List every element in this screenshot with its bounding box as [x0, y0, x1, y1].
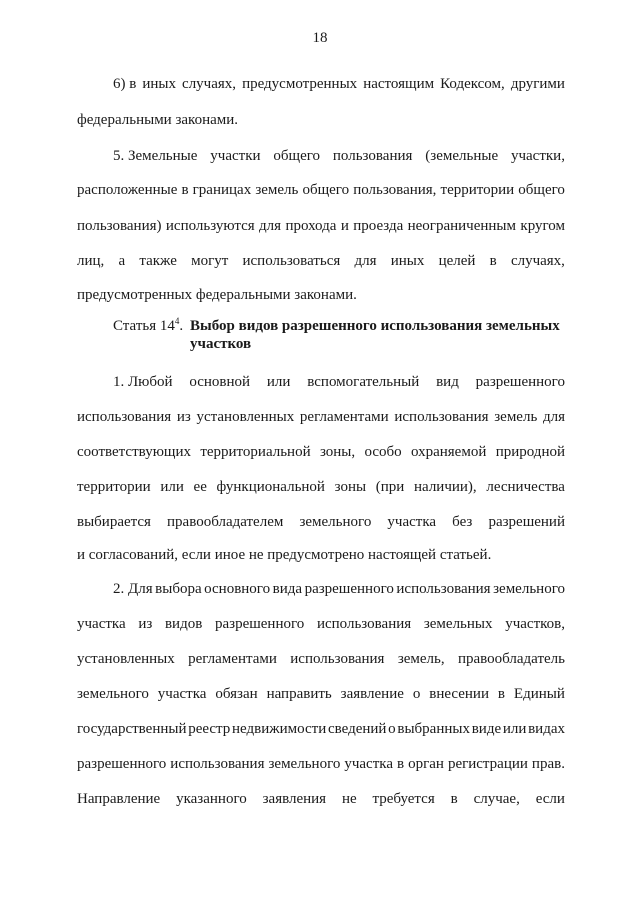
word: в: [450, 791, 458, 807]
word: пользования,: [353, 182, 437, 198]
word: правообладателем: [167, 514, 284, 530]
word: земельного: [493, 581, 565, 597]
word: функциональной: [216, 479, 325, 495]
word: заявление: [340, 686, 404, 702]
word: Кодексом,: [440, 76, 505, 92]
word: иных: [142, 76, 176, 92]
word: в: [489, 253, 497, 269]
clause2-line-6: [77, 755, 565, 773]
word: земельного: [299, 514, 372, 530]
word: требуется: [372, 791, 435, 807]
word: без: [452, 514, 473, 530]
word: территориальной: [200, 444, 311, 460]
word: регламентами: [188, 651, 277, 667]
word: наличии),: [414, 479, 477, 495]
clause2-line-3: [77, 650, 565, 668]
word: пользования): [77, 218, 162, 234]
word: границах: [192, 182, 252, 198]
para5-line-4: [77, 252, 565, 270]
article-title: Выбор видов разрешенного использования земельных участков: [190, 318, 560, 352]
word: 5. Земельные: [113, 148, 198, 164]
word: или: [160, 479, 184, 495]
word: орган: [408, 756, 444, 772]
word: используются: [165, 218, 255, 234]
word: основной: [189, 374, 251, 390]
word: участка: [344, 756, 393, 772]
word: неограниченным: [407, 218, 517, 234]
word: земельного: [77, 686, 149, 702]
word: другими: [510, 76, 565, 92]
word: из: [176, 409, 191, 425]
word: разрешенного: [304, 581, 394, 597]
word: земельного: [268, 756, 341, 772]
word: предусмотренных: [242, 76, 358, 92]
word: видов: [164, 616, 203, 632]
clause1-line-1: [113, 373, 565, 391]
word: охраняемой: [410, 444, 487, 460]
word: использования: [396, 581, 491, 597]
word: не: [341, 791, 357, 807]
word: лиц,: [77, 253, 105, 269]
word: основного: [204, 581, 271, 597]
word: особо: [364, 444, 402, 460]
word: прав.: [531, 756, 565, 772]
word: 2. Для: [113, 581, 153, 597]
word: из: [138, 616, 153, 632]
word: установленных: [196, 409, 295, 425]
para5-line-2: [77, 181, 565, 199]
word: или: [266, 374, 291, 390]
word: для: [542, 409, 565, 425]
word: кругом: [520, 218, 565, 234]
para5-line-3: [77, 217, 565, 235]
clause2-line-2: [77, 615, 565, 633]
word: установленных: [77, 651, 175, 667]
clause1-line-6: и согласований, если иное не предусмотрено настоящей статьей.: [77, 547, 492, 563]
word: в: [397, 756, 405, 772]
word: участка: [157, 686, 207, 702]
para5-line-5: предусмотренных федеральными законами.: [77, 287, 357, 303]
word: вид: [436, 374, 459, 390]
word: общего: [302, 182, 350, 198]
word: правообладатель: [457, 651, 565, 667]
word: недвижимости: [232, 721, 327, 737]
article-label-prefix: Статья 14: [113, 318, 175, 334]
clause1-line-3: [77, 443, 565, 461]
word: земель: [494, 409, 538, 425]
word: использования: [77, 409, 172, 425]
word: ее: [193, 479, 207, 495]
word: территории: [440, 182, 515, 198]
word: в: [497, 686, 505, 702]
item6-line-1: [113, 75, 565, 93]
word: использования: [394, 409, 489, 425]
item6-line-2: федеральными законами.: [77, 112, 239, 128]
word: Направление: [77, 791, 161, 807]
clause2-line-5: [77, 720, 565, 738]
word: указанного: [176, 791, 247, 807]
word: случаях,: [182, 76, 237, 92]
word: регистрации: [447, 756, 528, 772]
word: пользования: [332, 148, 413, 164]
clause2-line-1: [113, 580, 565, 598]
word: направить: [266, 686, 332, 702]
word: зоны: [334, 479, 367, 495]
word: использования: [170, 756, 265, 772]
clause2-line-4: [77, 685, 565, 703]
word: в: [181, 182, 189, 198]
word: также: [139, 253, 177, 269]
word: земель: [255, 182, 299, 198]
word: разрешенного: [475, 374, 565, 390]
word: использоваться: [242, 253, 341, 269]
word: и: [340, 218, 349, 234]
word: разрешенного: [77, 756, 167, 772]
word: зоны,: [319, 444, 356, 460]
word: участка: [387, 514, 437, 530]
word: целей: [438, 253, 476, 269]
word: участки,: [510, 148, 565, 164]
word: 6) в: [113, 76, 137, 92]
clause1-line-2: [77, 408, 565, 426]
word: регламентами: [299, 409, 389, 425]
word: настоящим: [363, 76, 435, 92]
word: о: [388, 721, 396, 737]
word: выбранных: [397, 721, 470, 737]
word: проезда: [353, 218, 404, 234]
word: расположенные: [77, 182, 178, 198]
word: природной: [495, 444, 565, 460]
word: о: [412, 686, 421, 702]
word: виде: [471, 721, 502, 737]
word: вида: [272, 581, 303, 597]
word: случаях,: [510, 253, 565, 269]
word: лесничества: [486, 479, 565, 495]
word: или: [502, 721, 527, 737]
word: Единый: [513, 686, 565, 702]
word: разрешений: [488, 514, 565, 530]
word: обязан: [215, 686, 258, 702]
word: внесении: [429, 686, 489, 702]
page-number: 18: [312, 30, 328, 46]
word: случае,: [473, 791, 520, 807]
word: земель,: [397, 651, 445, 667]
word: могут: [191, 253, 229, 269]
word: использования: [290, 651, 385, 667]
word: участков,: [505, 616, 565, 632]
word: заявления: [262, 791, 327, 807]
word: земельных: [423, 616, 493, 632]
word: разрешенного: [214, 616, 305, 632]
word: сведений: [327, 721, 387, 737]
word: территории: [77, 479, 151, 495]
word: выбирается: [77, 514, 151, 530]
article-label: [113, 317, 183, 335]
clause1-line-5: [77, 513, 565, 531]
clause2-line-7: [77, 790, 565, 808]
word: общего: [518, 182, 565, 198]
word: участка: [77, 616, 126, 632]
word: использования: [316, 616, 412, 632]
word: общего: [273, 148, 321, 164]
word: иных: [390, 253, 425, 269]
word: участки: [210, 148, 261, 164]
word: а: [118, 253, 126, 269]
para5-line-1: [113, 147, 565, 165]
word: соответствующих: [77, 444, 191, 460]
word: для: [259, 218, 282, 234]
word: прохода: [285, 218, 337, 234]
word: выбора: [155, 581, 202, 597]
article-label-suffix: .: [179, 318, 184, 334]
article-label-superscript: 4: [174, 316, 180, 326]
word: 1. Любой: [113, 374, 173, 390]
word: видах: [528, 721, 565, 737]
clause1-line-4: [77, 478, 565, 496]
word: для: [354, 253, 377, 269]
word: если: [535, 791, 565, 807]
word: (земельные: [425, 148, 499, 164]
word: (при: [375, 479, 405, 495]
word: вспомогательный: [307, 374, 420, 390]
word: реестр: [188, 721, 231, 737]
word: государственный: [77, 721, 187, 737]
